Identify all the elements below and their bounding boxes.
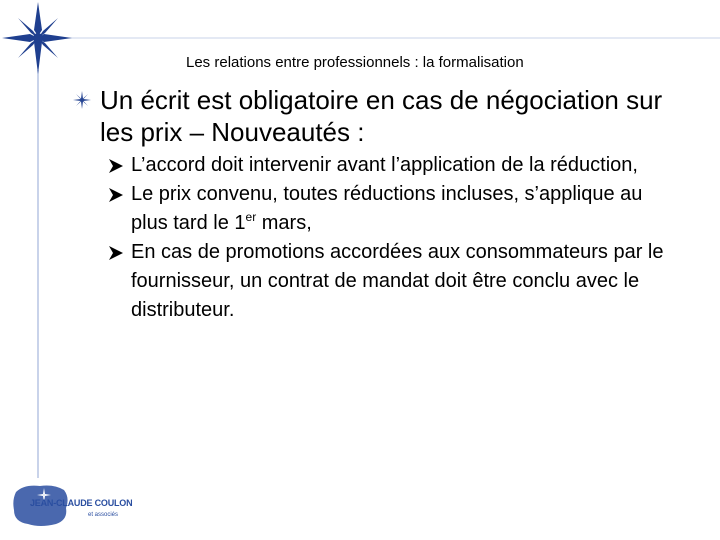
sparkle-bullet-icon: [72, 90, 92, 110]
arrow-bullet-icon: [108, 158, 124, 174]
ordinal-superscript: er: [245, 210, 257, 224]
sub-bullet-text-end: mars,: [256, 212, 312, 234]
sub-bullet-list: [108, 151, 668, 325]
main-bullet-text: Un écrit est obligatoire en cas de négociation sur les prix – Nouveautés :: [100, 85, 663, 147]
compass-star-icon: [2, 2, 72, 74]
sub-bullet-item: [108, 151, 668, 180]
logo-tagline: et associés: [88, 512, 119, 518]
arrow-bullet-icon: [108, 245, 124, 261]
sub-bullet-text: En cas de promotions accordées aux consommateurs par le fournisseur, un contrat de mandat doit être conclu avec le distributeur.: [131, 241, 664, 321]
logo-name: JEAN-CLAUDE COULON: [30, 498, 133, 508]
sub-bullet-text: L’accord doit intervenir avant l’application de la réduction,: [131, 154, 638, 176]
slide-title: Les relations entre professionnels : la formalisation: [186, 54, 524, 71]
sub-bullet-item: [108, 238, 668, 325]
arrow-bullet-icon: [108, 187, 124, 203]
sub-bullet-text: Le prix convenu, toutes réductions incluses, s’applique au plus tard le 1: [131, 183, 643, 234]
company-logo: [10, 482, 133, 528]
sub-bullet-item: [108, 180, 668, 238]
main-bullet: [72, 84, 692, 148]
